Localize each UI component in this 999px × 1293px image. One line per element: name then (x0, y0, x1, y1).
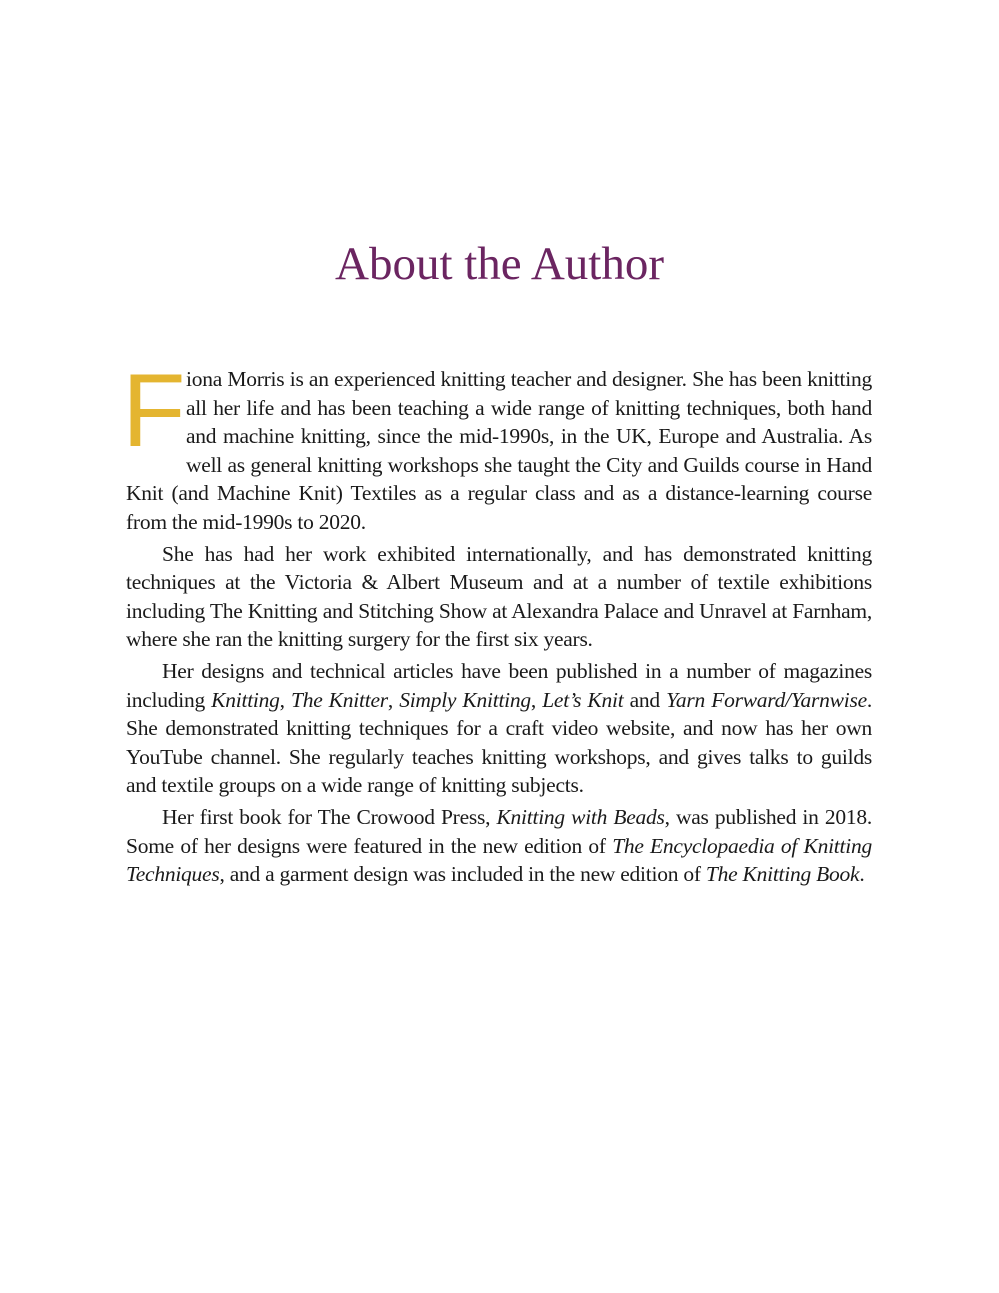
magazine-title: Let’s Knit (542, 687, 624, 712)
bio-text-segment: , (279, 687, 291, 712)
bio-text-segment: Her designs and technical articles have been published in a number of magazines including (126, 658, 872, 712)
bio-paragraph-1 (122, 353, 872, 537)
magazine-title: Simply Knitting (399, 687, 531, 712)
bio-paragraph-1-text: iona Morris is an experienced knitting teacher and designer. She has been knitting all her life and has been teaching a wide range of knitting techniques, both hand and machine knitting, since the mid-1990s, in the UK, Europe and Australia. As well as general knitting workshops she taught the City and Guilds course in Hand Knit (and Machine Knit) Textiles as a regular class and as a distance-learning course from the mid-1990s to 2020. (126, 367, 872, 534)
bio-paragraph-3 (126, 657, 872, 800)
bio-text-segment: , was published in 2018. Some of her designs were featured in the new edition of (126, 804, 872, 858)
bio-text-segment: Her first book for The Crowood Press, (162, 804, 497, 829)
book-title: The Encyclopaedia of Knitting Techniques (126, 833, 872, 887)
bio-text-segment: , (387, 687, 400, 712)
bio-text-segment: . She demonstrated knitting techniques for a craft video website, and now has her own YouTube channel. She regularly teaches knitting workshops, and gives talks to guilds and textile groups on a wide range of knitting subjects. (126, 687, 873, 798)
drop-cap: F (122, 353, 186, 469)
author-bio (122, 353, 873, 892)
bio-text-segment: , (530, 687, 543, 712)
book-title: The Knitting Book (705, 862, 860, 887)
bio-paragraph-4 (126, 803, 872, 889)
bio-text-segment: and (623, 687, 667, 712)
page-title: About the Author (335, 238, 664, 290)
magazine-title: Yarn Forward/Yarnwise (666, 687, 867, 712)
magazine-title: Knitting (211, 687, 280, 712)
bio-text-segment: . (859, 862, 865, 887)
bio-text-segment: , and a garment design was included in the new edition of (219, 862, 706, 887)
book-title: Knitting with Beads (496, 804, 665, 829)
magazine-title: The Knitter (290, 687, 388, 712)
bio-paragraph-2 (126, 540, 872, 654)
bio-paragraph-2-text: She has had her work exhibited internationally, and has demonstrated knitting techniques at the Victoria & Albert Museum and at a number of textile exhibitions including The Knitting and Stitching Show at Alexandra Palace and Unravel at Farnham, where she ran the knitting surgery for the first six years. (126, 541, 872, 652)
